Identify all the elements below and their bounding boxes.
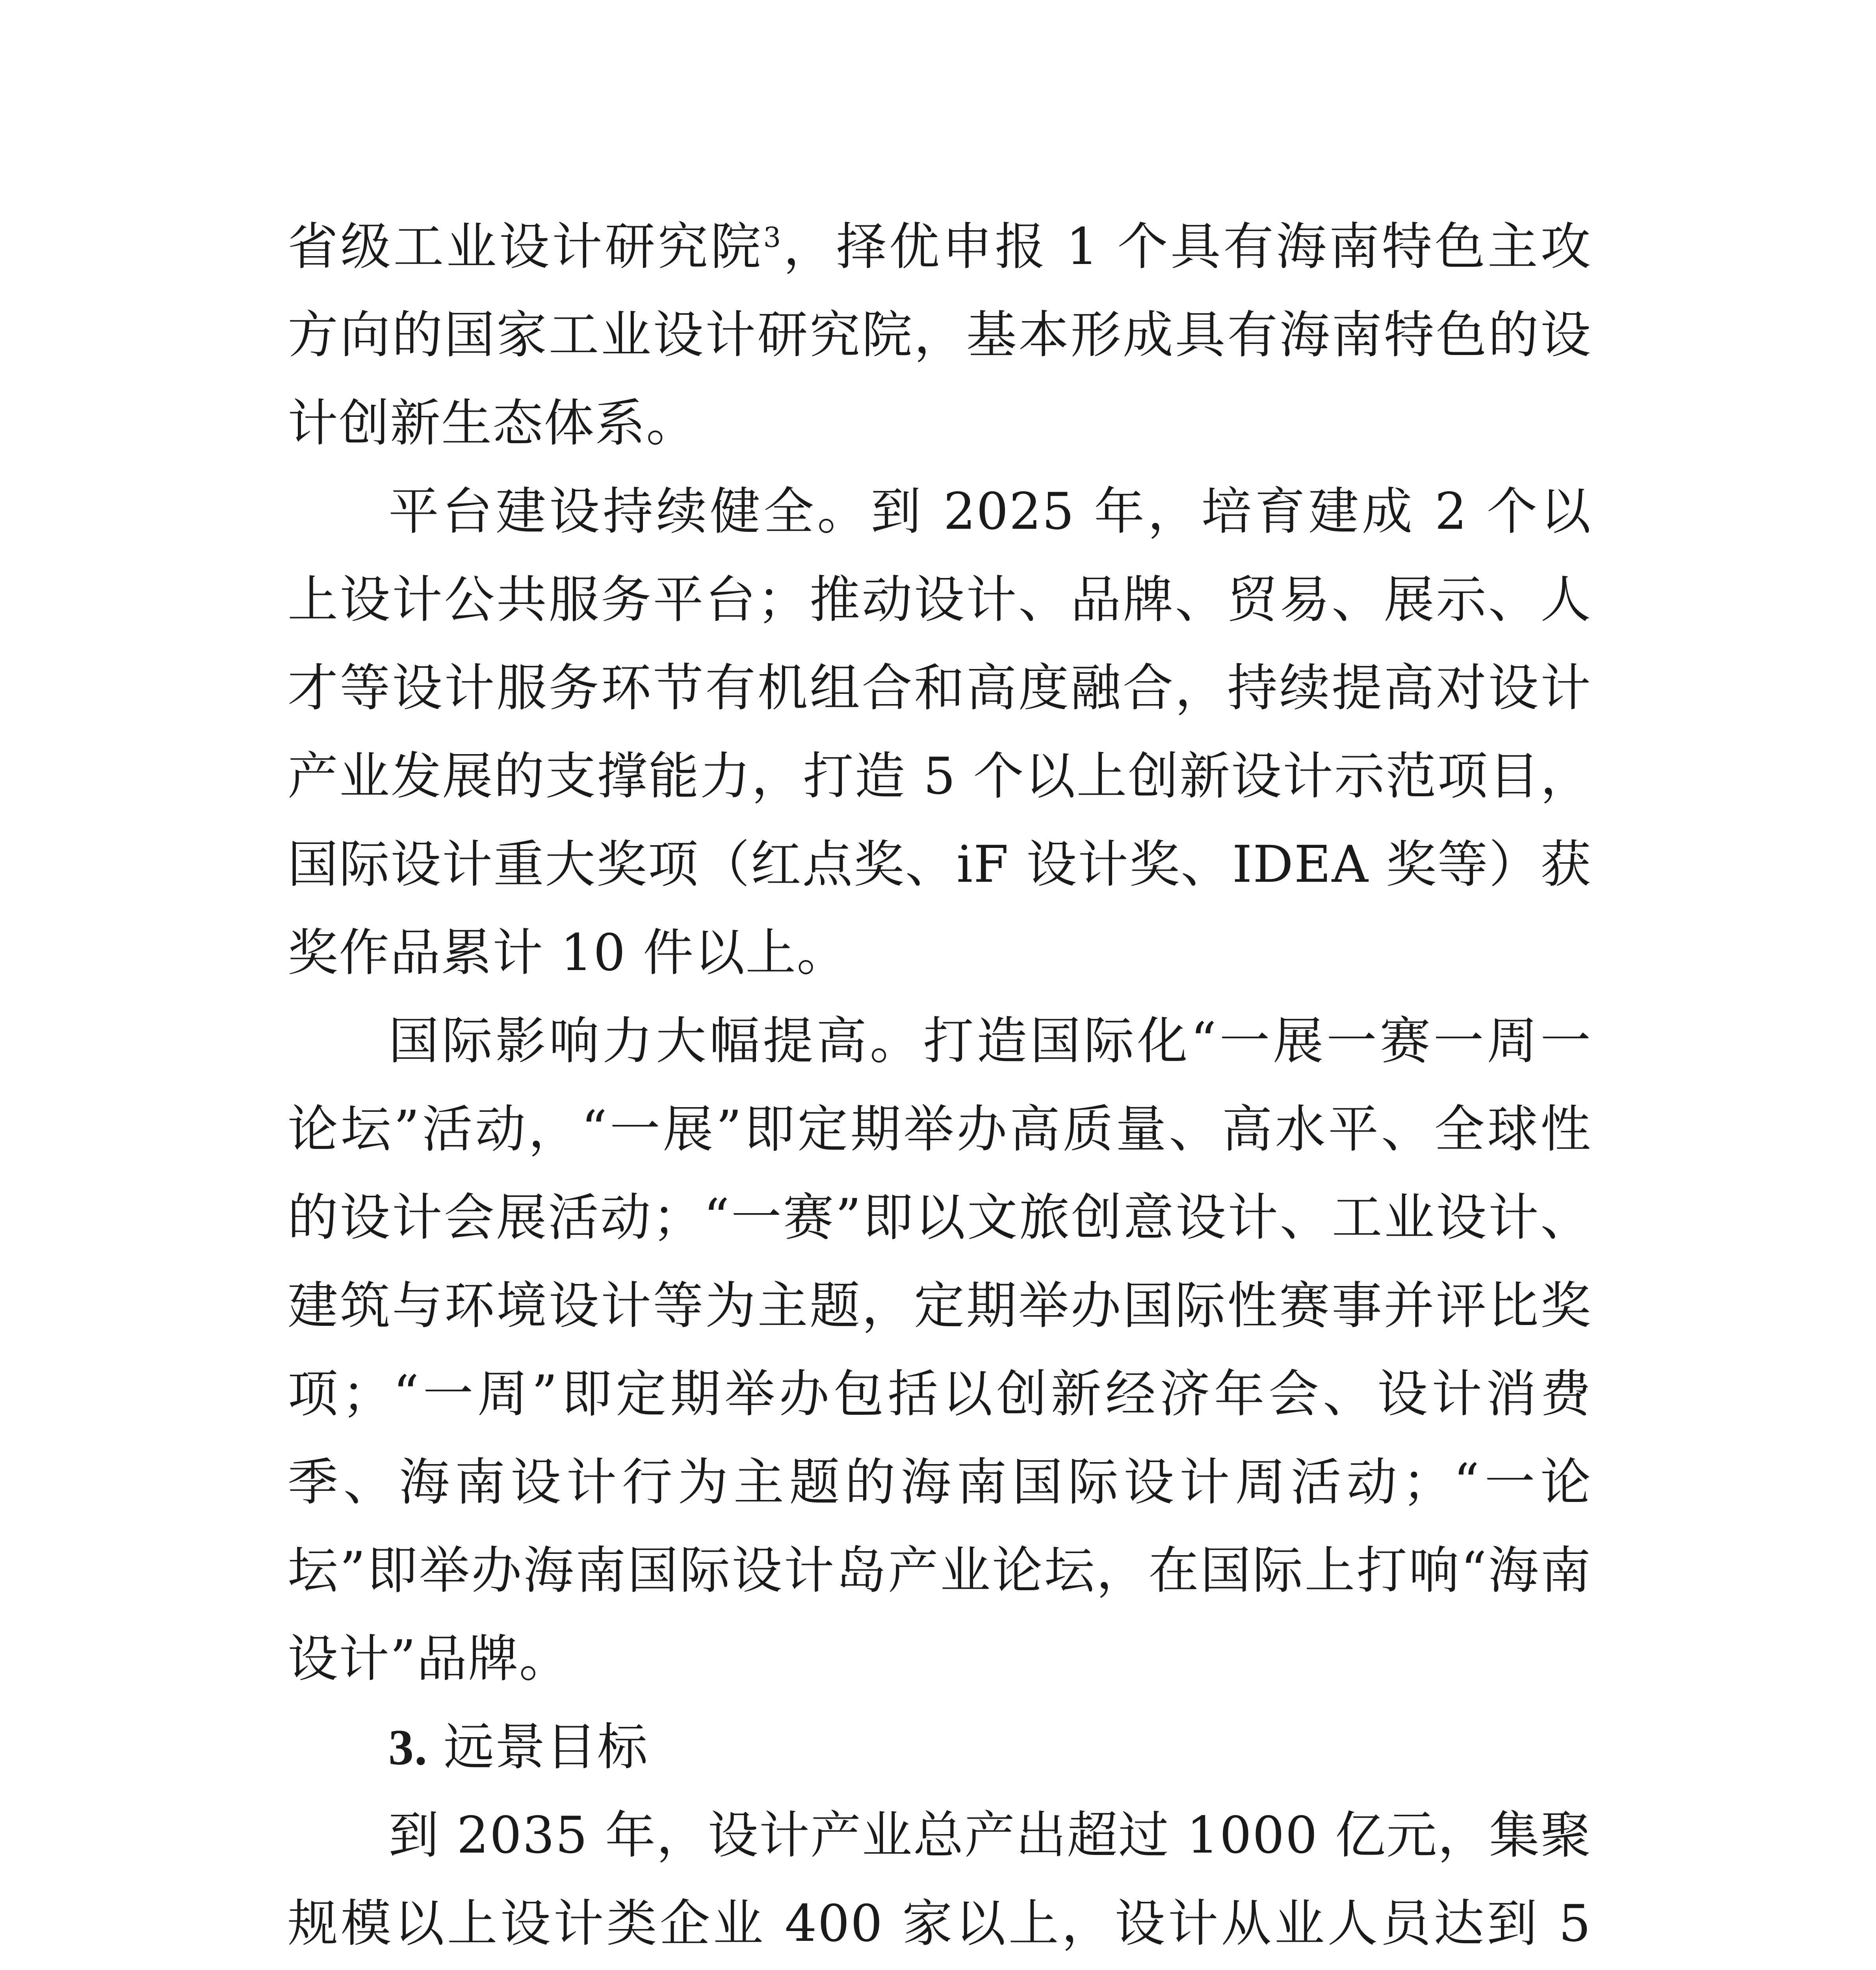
paragraph-continuation: [288, 203, 1592, 468]
paragraph-text: ，择优申报 1 个具有海南特色主攻方向的国家工业设计研究院，基本形成具有海南特色的设计创新生态体系。: [288, 217, 1592, 453]
footnote-reference[interactable]: 3: [763, 221, 782, 254]
paragraph-platform-construction: 平台建设持续健全。到 2025 年，培育建成 2 个以上设计公共服务平台；推动设计、品牌、贸易、展示、人才等设计服务环节有机组合和高度融合，持续提高对设计产业发展的支撑能力，打造 5 个以上创新设计示范项目，国际设计重大奖项（红点奖、iF 设计奖、IDEA 奖等）获奖作品累计 10 件以上。: [288, 482, 1592, 982]
section-title: 远景目标: [444, 1718, 649, 1777]
section-number: 3.: [388, 1719, 428, 1775]
paragraph-international-influence: 国际影响力大幅提高。打造国际化“一展一赛一周一论坛”活动，“一展”即定期举办高质量、高水平、全球性的设计会展活动；“一赛”即以文旅创意设计、工业设计、建筑与环境设计等为主题，定期举办国际性赛事并评比奖项；“一周”即定期举办包括以创新经济年会、设计消费季、海南设计行为主题的海南国际设计周活动；“一论坛”即举办海南国际设计岛产业论坛，在国际上打响“海南设计”品牌。: [288, 1012, 1592, 1688]
body-text: [288, 203, 1592, 1970]
section-heading: [288, 1703, 1592, 1792]
paragraph-text: 省级工业设计研究院: [288, 217, 763, 276]
paragraph-vision-goals: 到 2035 年，设计产业总产出超过 1000 亿元，集聚规模以上设计类企业 400 家以上，设计从业人员达到 5: [288, 1806, 1592, 1953]
